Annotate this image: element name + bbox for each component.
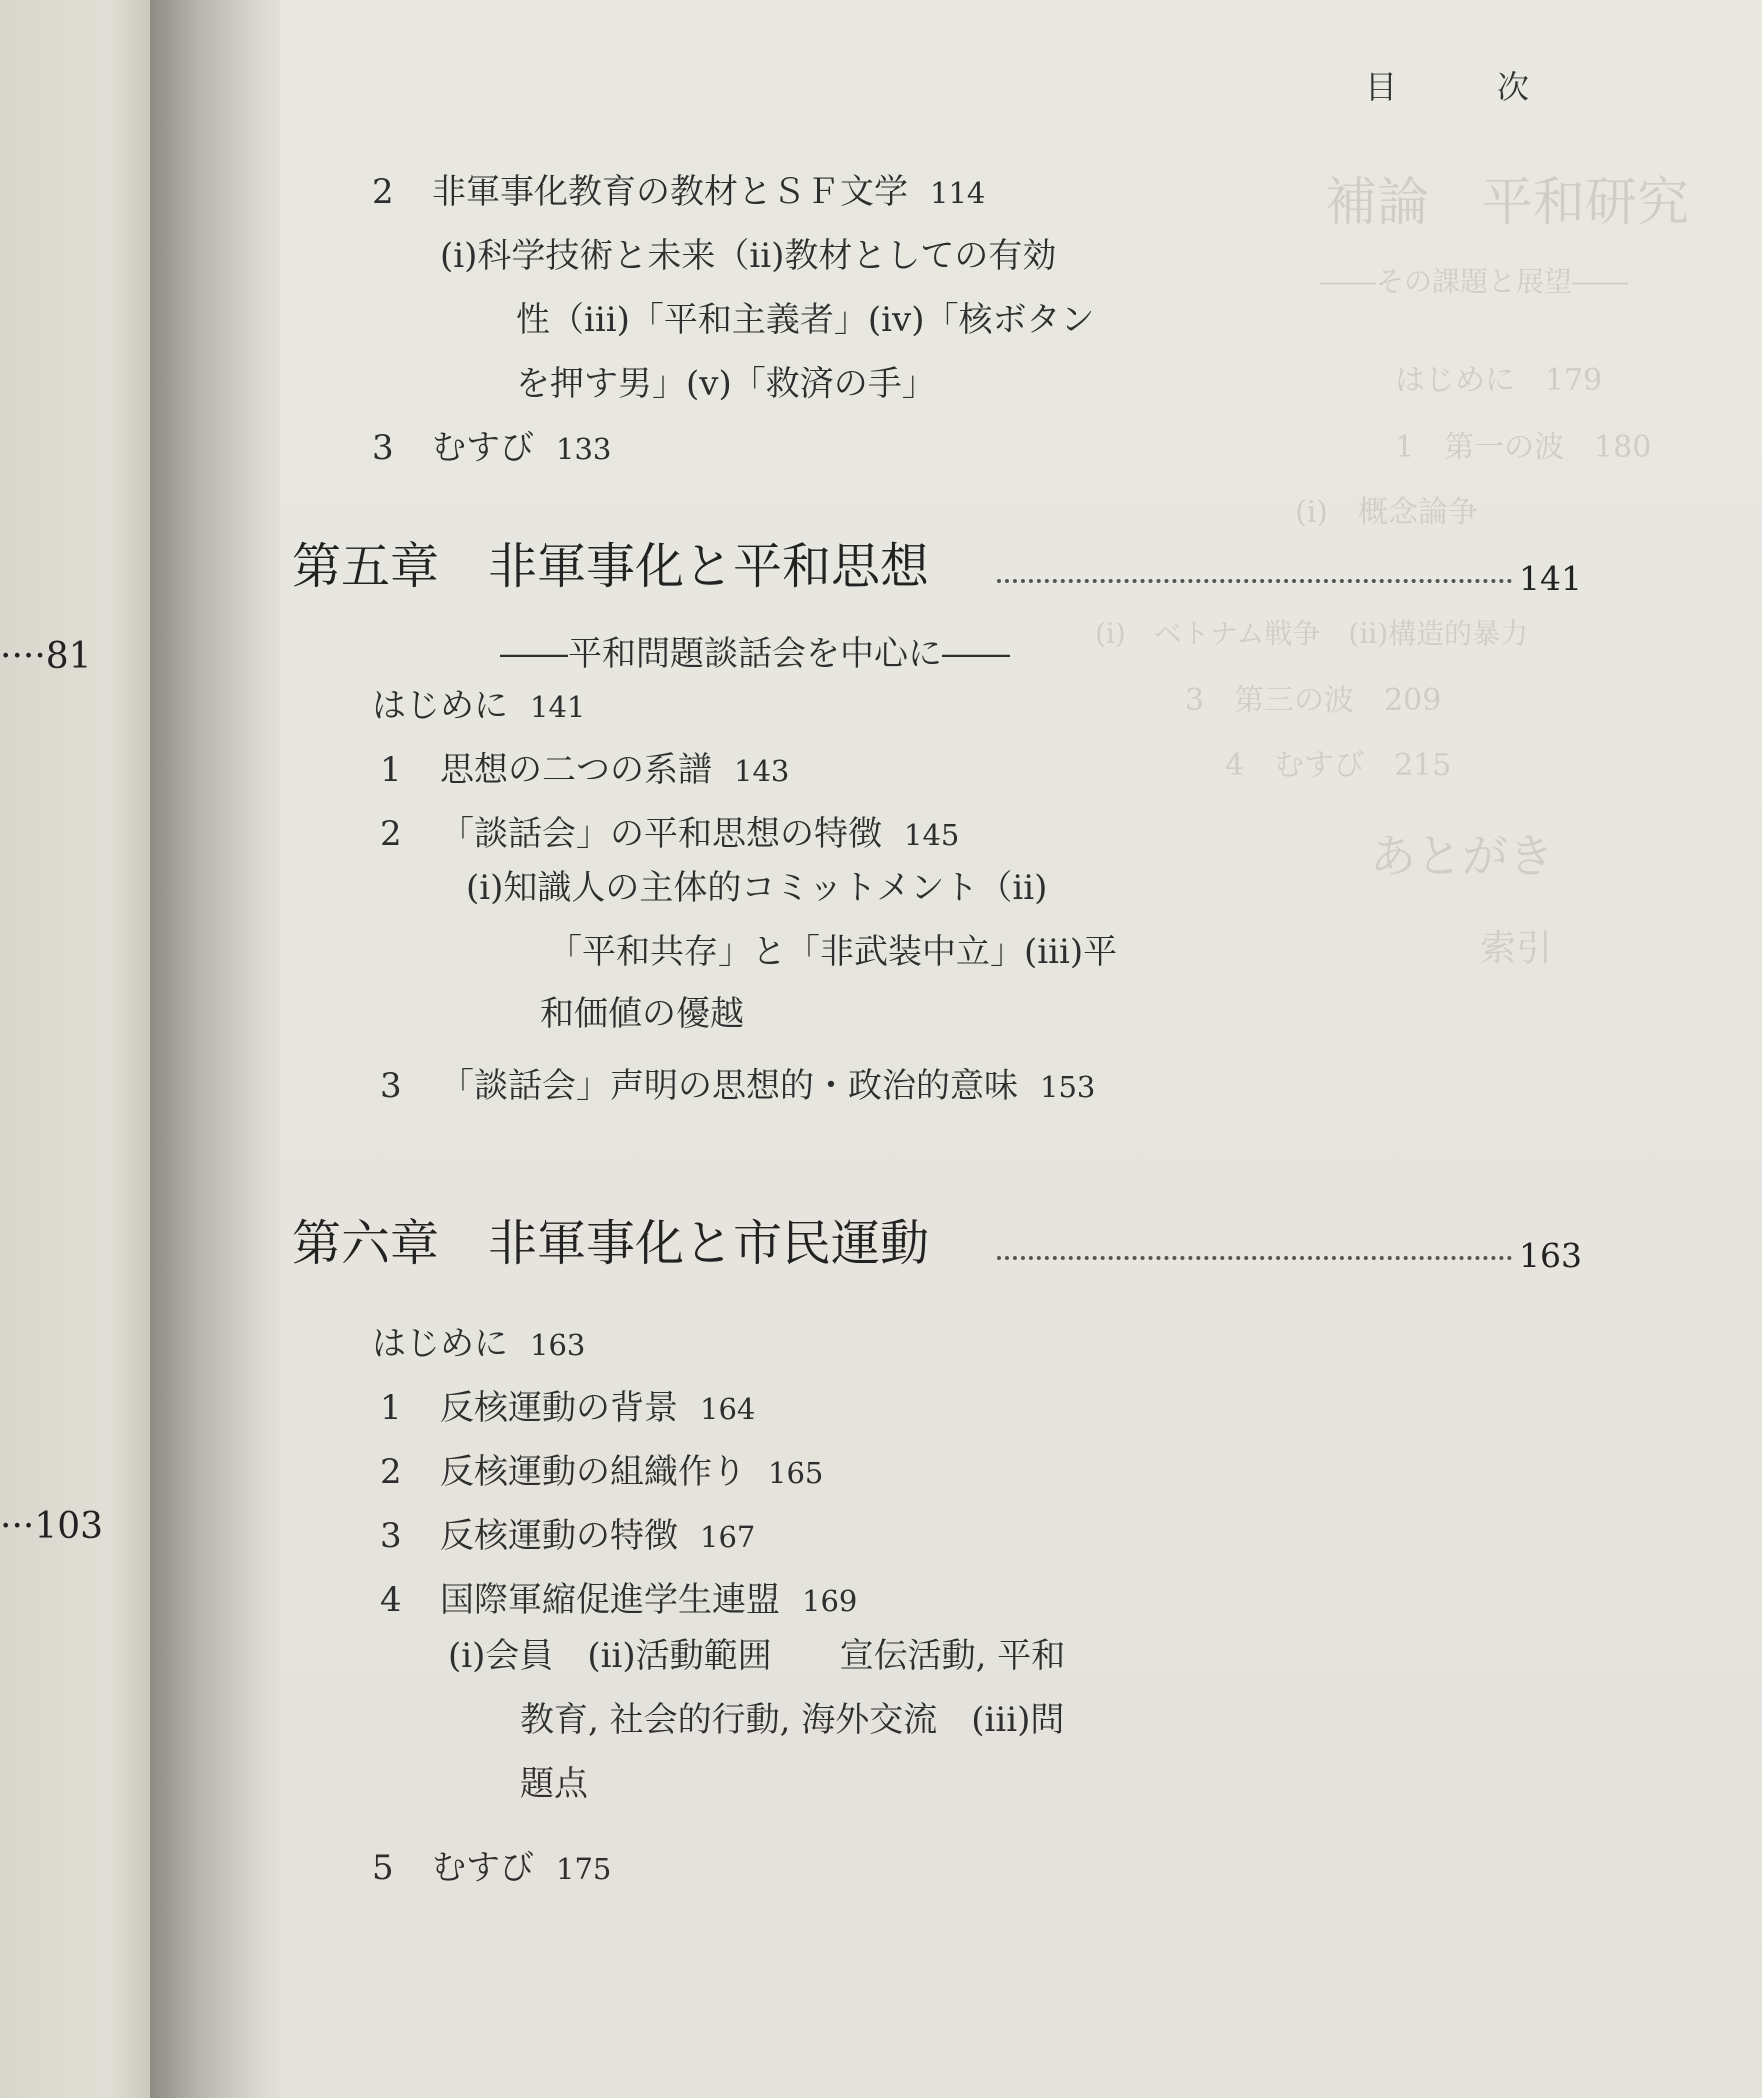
toc-entry-title: 反核運動の背景 [440,1388,678,1428]
toc-entry [380,1508,755,1557]
toc-entry-page: 175 [556,1852,612,1886]
toc-entry [380,1380,755,1429]
toc-subitems-line: (i)科学技術と未来（ii)教材としての有効 [440,236,1057,276]
chapter-page: 163 [1519,1236,1582,1275]
left-page-number-2: ···103 [0,1506,104,1547]
toc-entry-title: 「談話会」声明の思想的・政治的意味 [440,1066,1018,1106]
chapter-heading [292,528,1582,598]
toc-entry-title: 思想の二つの系譜 [440,750,712,790]
bleed-through-text: 補論 平和研究 [1325,173,1690,233]
toc-entry-title: はじめに [372,1324,508,1364]
toc-entry [372,1840,611,1889]
toc-entry-page: 141 [530,690,586,724]
toc-entry-page: 167 [700,1520,756,1554]
chapter-page: 141 [1519,559,1582,598]
toc-entry [372,420,611,469]
book-gutter [150,0,290,2098]
toc-entry-page: 143 [734,754,790,788]
toc-entry [380,1572,857,1621]
toc-subitems-line: 性（iii)「平和主義者」(iv)「核ボタン [516,300,1095,340]
toc-entry [380,1444,823,1493]
toc-subitems-line: を押す男」(v)「救済の手」 [516,364,936,404]
toc-subitems-line: (i)知識人の主体的コミットメント（ii) [466,868,1048,908]
bleed-through-text: 索引 [1480,928,1553,969]
toc-entry-page: 145 [904,818,960,852]
toc-entry-page: 133 [556,432,612,466]
toc-entry-page: 165 [768,1456,824,1490]
toc-entry-number: 5 [372,1848,394,1888]
toc-subitems-line: 和価値の優越 [540,994,744,1034]
toc-entry-page: 114 [930,176,986,210]
toc-subitems-line: 教育, 社会的行動, 海外交流 (iii)問 [520,1700,1065,1740]
toc-entry-number: 3 [380,1516,402,1556]
toc-entry-page: 163 [530,1328,586,1362]
left-page-number-1: ····81 [0,636,92,677]
toc-subitems-line: (i)会員 (ii)活動範囲 宣伝活動, 平和 [448,1636,1066,1676]
toc-entry-title: 「談話会」の平和思想の特徴 [440,814,882,854]
bleed-through-text: (i) ベトナム戦争 (ii)構造的暴力 [1095,617,1529,650]
toc-entry-title: 反核運動の特徴 [440,1516,678,1556]
toc-entry-number: 4 [380,1580,402,1620]
bleed-through-text: あとがき [1370,829,1554,883]
bleed-through-text: はじめに 179 [1395,363,1603,398]
toc-entry [372,1316,585,1365]
bleed-through-text: 3 第三の波 209 [1185,683,1442,718]
bleed-through-text: 1 第一の波 180 [1395,430,1652,465]
leader-dots [997,579,1512,583]
toc-entry-title: 反核運動の組織作り [440,1452,746,1492]
toc-entry-title: はじめに [372,686,508,726]
toc-entry-number: 1 [380,1388,402,1428]
toc-entry-number: 2 [380,814,402,854]
chapter-subtitle: ――平和問題談話会を中心に―― [500,634,1010,674]
page-header: 目次 [1365,68,1630,106]
toc-entry-number: 2 [372,172,394,212]
chapter-heading [292,1205,1582,1275]
chapter-title: 第五章 非軍事化と平和思想 [292,538,930,595]
toc-entry-title: むすび [432,1848,534,1888]
bleed-through-text: (i) 概念論争 [1295,495,1479,530]
toc-entry-page: 169 [802,1584,858,1618]
toc-entry [372,164,985,213]
toc-entry-page: 164 [700,1392,756,1426]
toc-subitems-line: 「平和共存」と「非武装中立」(iii)平 [548,932,1118,972]
toc-entry-number: 2 [380,1452,402,1492]
toc-entry-title: 非軍事化教育の教材とＳＦ文学 [432,172,908,212]
toc-entry [380,1058,1095,1107]
chapter-title: 第六章 非軍事化と市民運動 [292,1215,930,1272]
left-page [0,0,155,2098]
toc-entry [380,806,959,855]
toc-entry [372,678,585,727]
toc-entry-title: 国際軍縮促進学生連盟 [440,1580,780,1620]
toc-entry [380,742,789,791]
toc-entry-title: むすび [432,428,534,468]
toc-entry-number: 1 [380,750,402,790]
bleed-through-text: ――その課題と展望―― [1320,265,1629,298]
bleed-through-text: 4 むすび 215 [1225,748,1452,783]
leader-dots [997,1256,1512,1260]
toc-entry-number: 3 [372,428,394,468]
toc-entry-number: 3 [380,1066,402,1106]
toc-subitems-line: 題点 [520,1764,588,1804]
toc-entry-page: 153 [1040,1070,1096,1104]
